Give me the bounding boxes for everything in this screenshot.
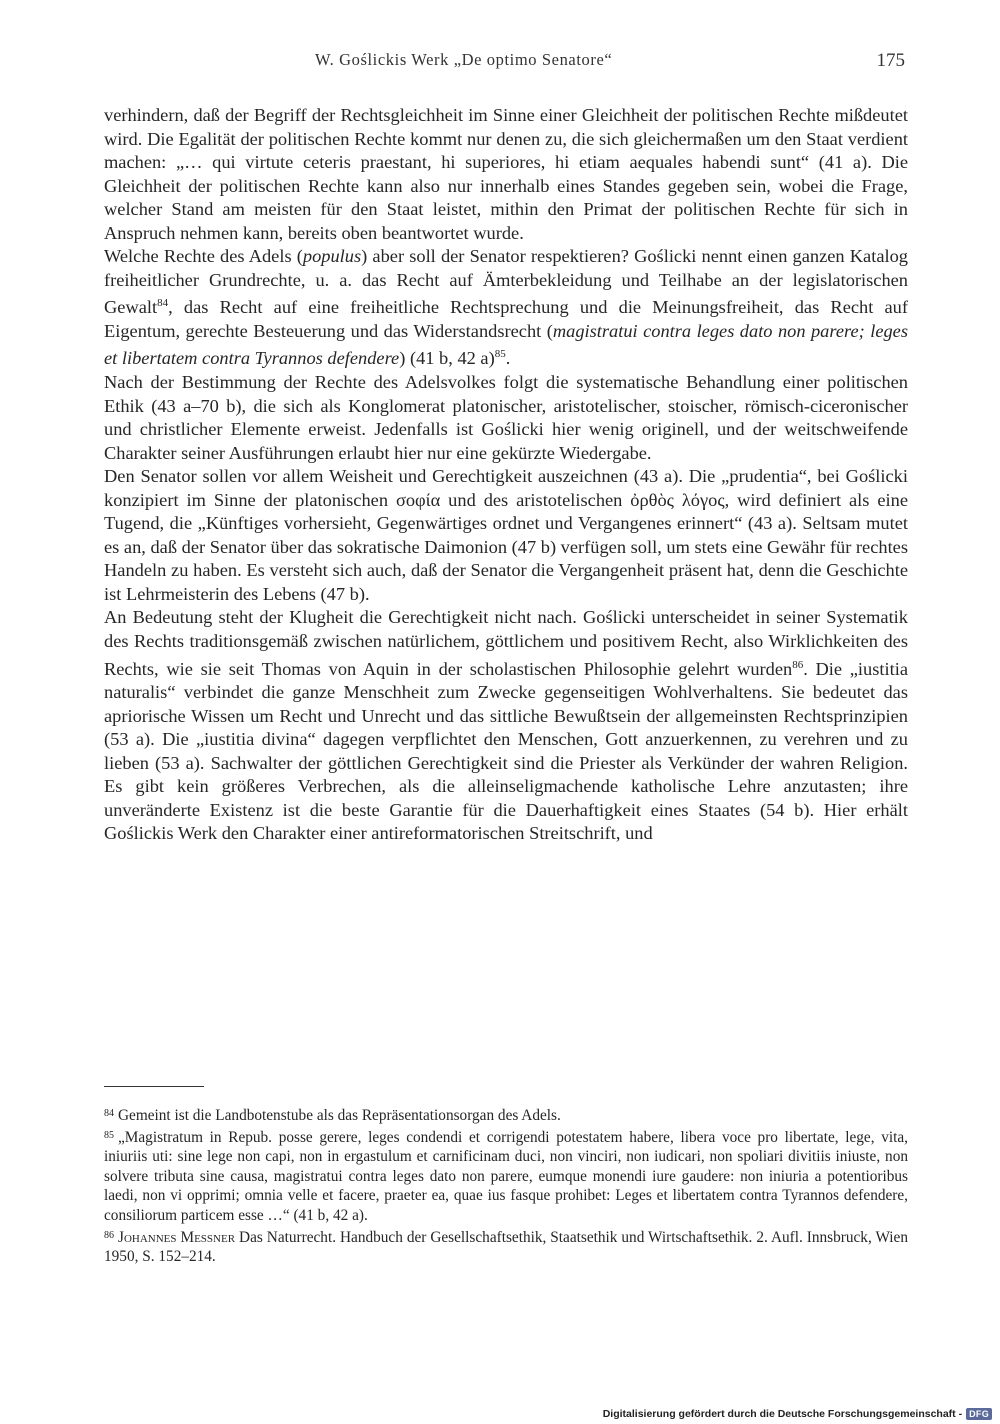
footnote-author: Johannes Messner: [118, 1228, 236, 1246]
footnote-84: [104, 1104, 908, 1126]
footnote-divider: [104, 1086, 204, 1087]
paragraph-2-text-e: .: [505, 348, 511, 369]
credit-text: Digitalisierung gefördert durch die Deutsche Forschungsgemeinschaft -: [602, 1408, 963, 1420]
footnote-text: Das Naturrecht. Handbuch der Gesellschaftsethik, Staatsethik und Wirtschaftsethik. 2. Aufl. Innsbruck, Wien 1950, S. 152–214.: [104, 1228, 908, 1266]
footnote-number: 85: [104, 1129, 114, 1141]
digitization-credit: [603, 1408, 992, 1420]
latin-quote: magistratui contra leges dato non parere; leges et libertatem contra Tyrannos defendere: [104, 320, 909, 369]
footnote-ref-85: 85: [494, 348, 506, 361]
body-text: [104, 104, 908, 846]
paragraph-2-text-d: ) (41 b, 42 a): [399, 348, 495, 369]
footnote-86: [104, 1226, 908, 1267]
footnote-text: „Magistratum in Repub. posse gerere, leges condendi et corrigendi potestatem habere, libera voce pro libertate, lege, vita, iniuriis uti: sine lege non capi, non in ergastulum et carnificinam duci, non vinciri, non iudicari, non spoliari divitiis iniuste, non solvere tributa sine causa, magistratui contra leges dato non parere, eumque monendi iure gaudere: non iniuria a potentioribus laedi, non vi opprimi; omnia velle et facere, praeter ea, quae ius fasque prohibet: Leges et libertatem contra Tyrannos defendere, consiliorum particem esse …“ (41 b, 42 a).: [104, 1128, 908, 1224]
paragraph-5-text-a: An Bedeutung steht der Klugheit die Gerechtigkeit nicht nach. Goślicki unterscheidet in seiner Systematik des Rechts traditionsgemäß zwischen natürlichem, göttlichem und positivem Recht, also Wirklichkeiten des Rechts, wie sie seit Thomas von Aquin in der scholastischen Philosophie gelehrt wurden: [104, 607, 908, 679]
footnote-ref-86: 86: [792, 658, 804, 671]
paragraph-2-text-a: Welche Rechte des Adels (: [104, 246, 303, 267]
footnote-number: 86: [104, 1229, 114, 1241]
footnote-number: 84: [104, 1108, 114, 1119]
populus-term: populus: [302, 246, 362, 267]
paragraph-4: Den Senator sollen vor allem Weisheit und Gerechtigkeit auszeichnen (43 a). Die „prudentia“, bei Goślicki konzipiert im Sinne der platonischen σοφία und des aristotelischen ὀρθὸς λόγος, wird definiert als eine Tugend, die „Künftiges vorhersieht, Gegenwärtiges ordnet und Vergangenes erinnert“ (43 a). Seltsam mutet es an, daß der Senator über das sokratische Daimonion (47 b) verfügen soll, um stets eine Gewähr für rechtes Handeln zu haben. Es versteht sich auch, daß der Senator die Vergangenheit präsent hat, denn die Geschichte ist Lehrmeisterin des Lebens (47 b).: [104, 466, 908, 604]
running-head: [110, 50, 905, 80]
footnote-text: Gemeint ist die Landbotenstube als das Repräsentationsorgan des Adels.: [118, 1107, 561, 1124]
footnote-85: [104, 1126, 908, 1226]
footnotes: [104, 1104, 908, 1267]
paragraph-2-text-c: , das Recht auf eine freiheitliche Rechtsprechung und die Meinungsfreiheit, das Recht auf Eigentum, gerechte Besteuerung und das Widerstandsrecht (: [104, 297, 908, 341]
paragraph-3: Nach der Bestimmung der Rechte des Adelsvolkes folgt die systematische Behandlung einer politischen Ethik (43 a–70 b), die sich als Konglomerat platonischer, aristotelischer, stoischer, römisch-ciceronischer und christlicher Elemente erweist. Jedenfalls ist Goślicki hier wenig originell, und der weitschweifende Charakter seiner Ausführungen erlaubt hier nur eine gekürzte Wiedergabe.: [104, 372, 908, 463]
page-number: 175: [876, 50, 905, 71]
paragraph-5: [104, 606, 908, 845]
paragraph-1: verhindern, daß der Begriff der Rechtsgleichheit im Sinne einer Gleichheit der politischen Rechte mißdeutet wird. Die Egalität der politischen Rechte kommt nur denen zu, die sich gleichermaßen um den Staat verdient machen: „… qui virtute ceteris praestant, hi superiores, hi etiam aequales habendi sunt“ (41 a). Die Gleichheit der politischen Rechte kann also nur innerhalb eines Standes gegeben sein, wobei die Frage, welcher Stand am meisten für den Staat leistet, mithin den Primat der politischen Rechte für sich in Anspruch nehmen kann, bereits oben beantwortet wurde.: [104, 105, 908, 243]
paragraph-2: [104, 245, 908, 371]
running-title: W. Goślickis Werk „De optimo Senatore“: [315, 50, 613, 69]
paragraph-5-text-b: . Die „iustitia naturalis“ verbindet die ganze Menschheit zum Zwecke gegenseitigen Wohlverhaltens. Sie bedeutet das apriorische Wissen um Recht und Unrecht und das sittliche Bewußtsein der allgemeinsten Rechtsprinzipien (53 a). Die „iustitia divina“ dagegen verpflichtet den Menschen, Gott anzuerkennen, zu verehren und zu lieben (53 a). Sachwalter der göttlichen Gerechtigkeit sind die Priester als Verkünder der wahren Religion. Es gibt kein größeres Verbrechen, als die alleinseligmachende katholische Lehre anzutasten; ihre unveränderte Existenz ist die beste Garantie für die Dauerhaftigkeit eines Staates (54 b). Hier erhält Goślickis Werk den Charakter einer antireformatorischen Streitschrift, und: [104, 658, 908, 844]
dfg-logo: DFG: [966, 1408, 992, 1420]
footnote-ref-84: 84: [157, 297, 169, 310]
paragraph-2-text-b: ) aber soll der Senator respektieren? Goślicki nennt einen ganzen Katalog freiheitlicher Grundrechte, u. a. das Recht auf Ämterbekleidung und Teilhabe an der legislatorischen Gewalt: [104, 246, 908, 318]
